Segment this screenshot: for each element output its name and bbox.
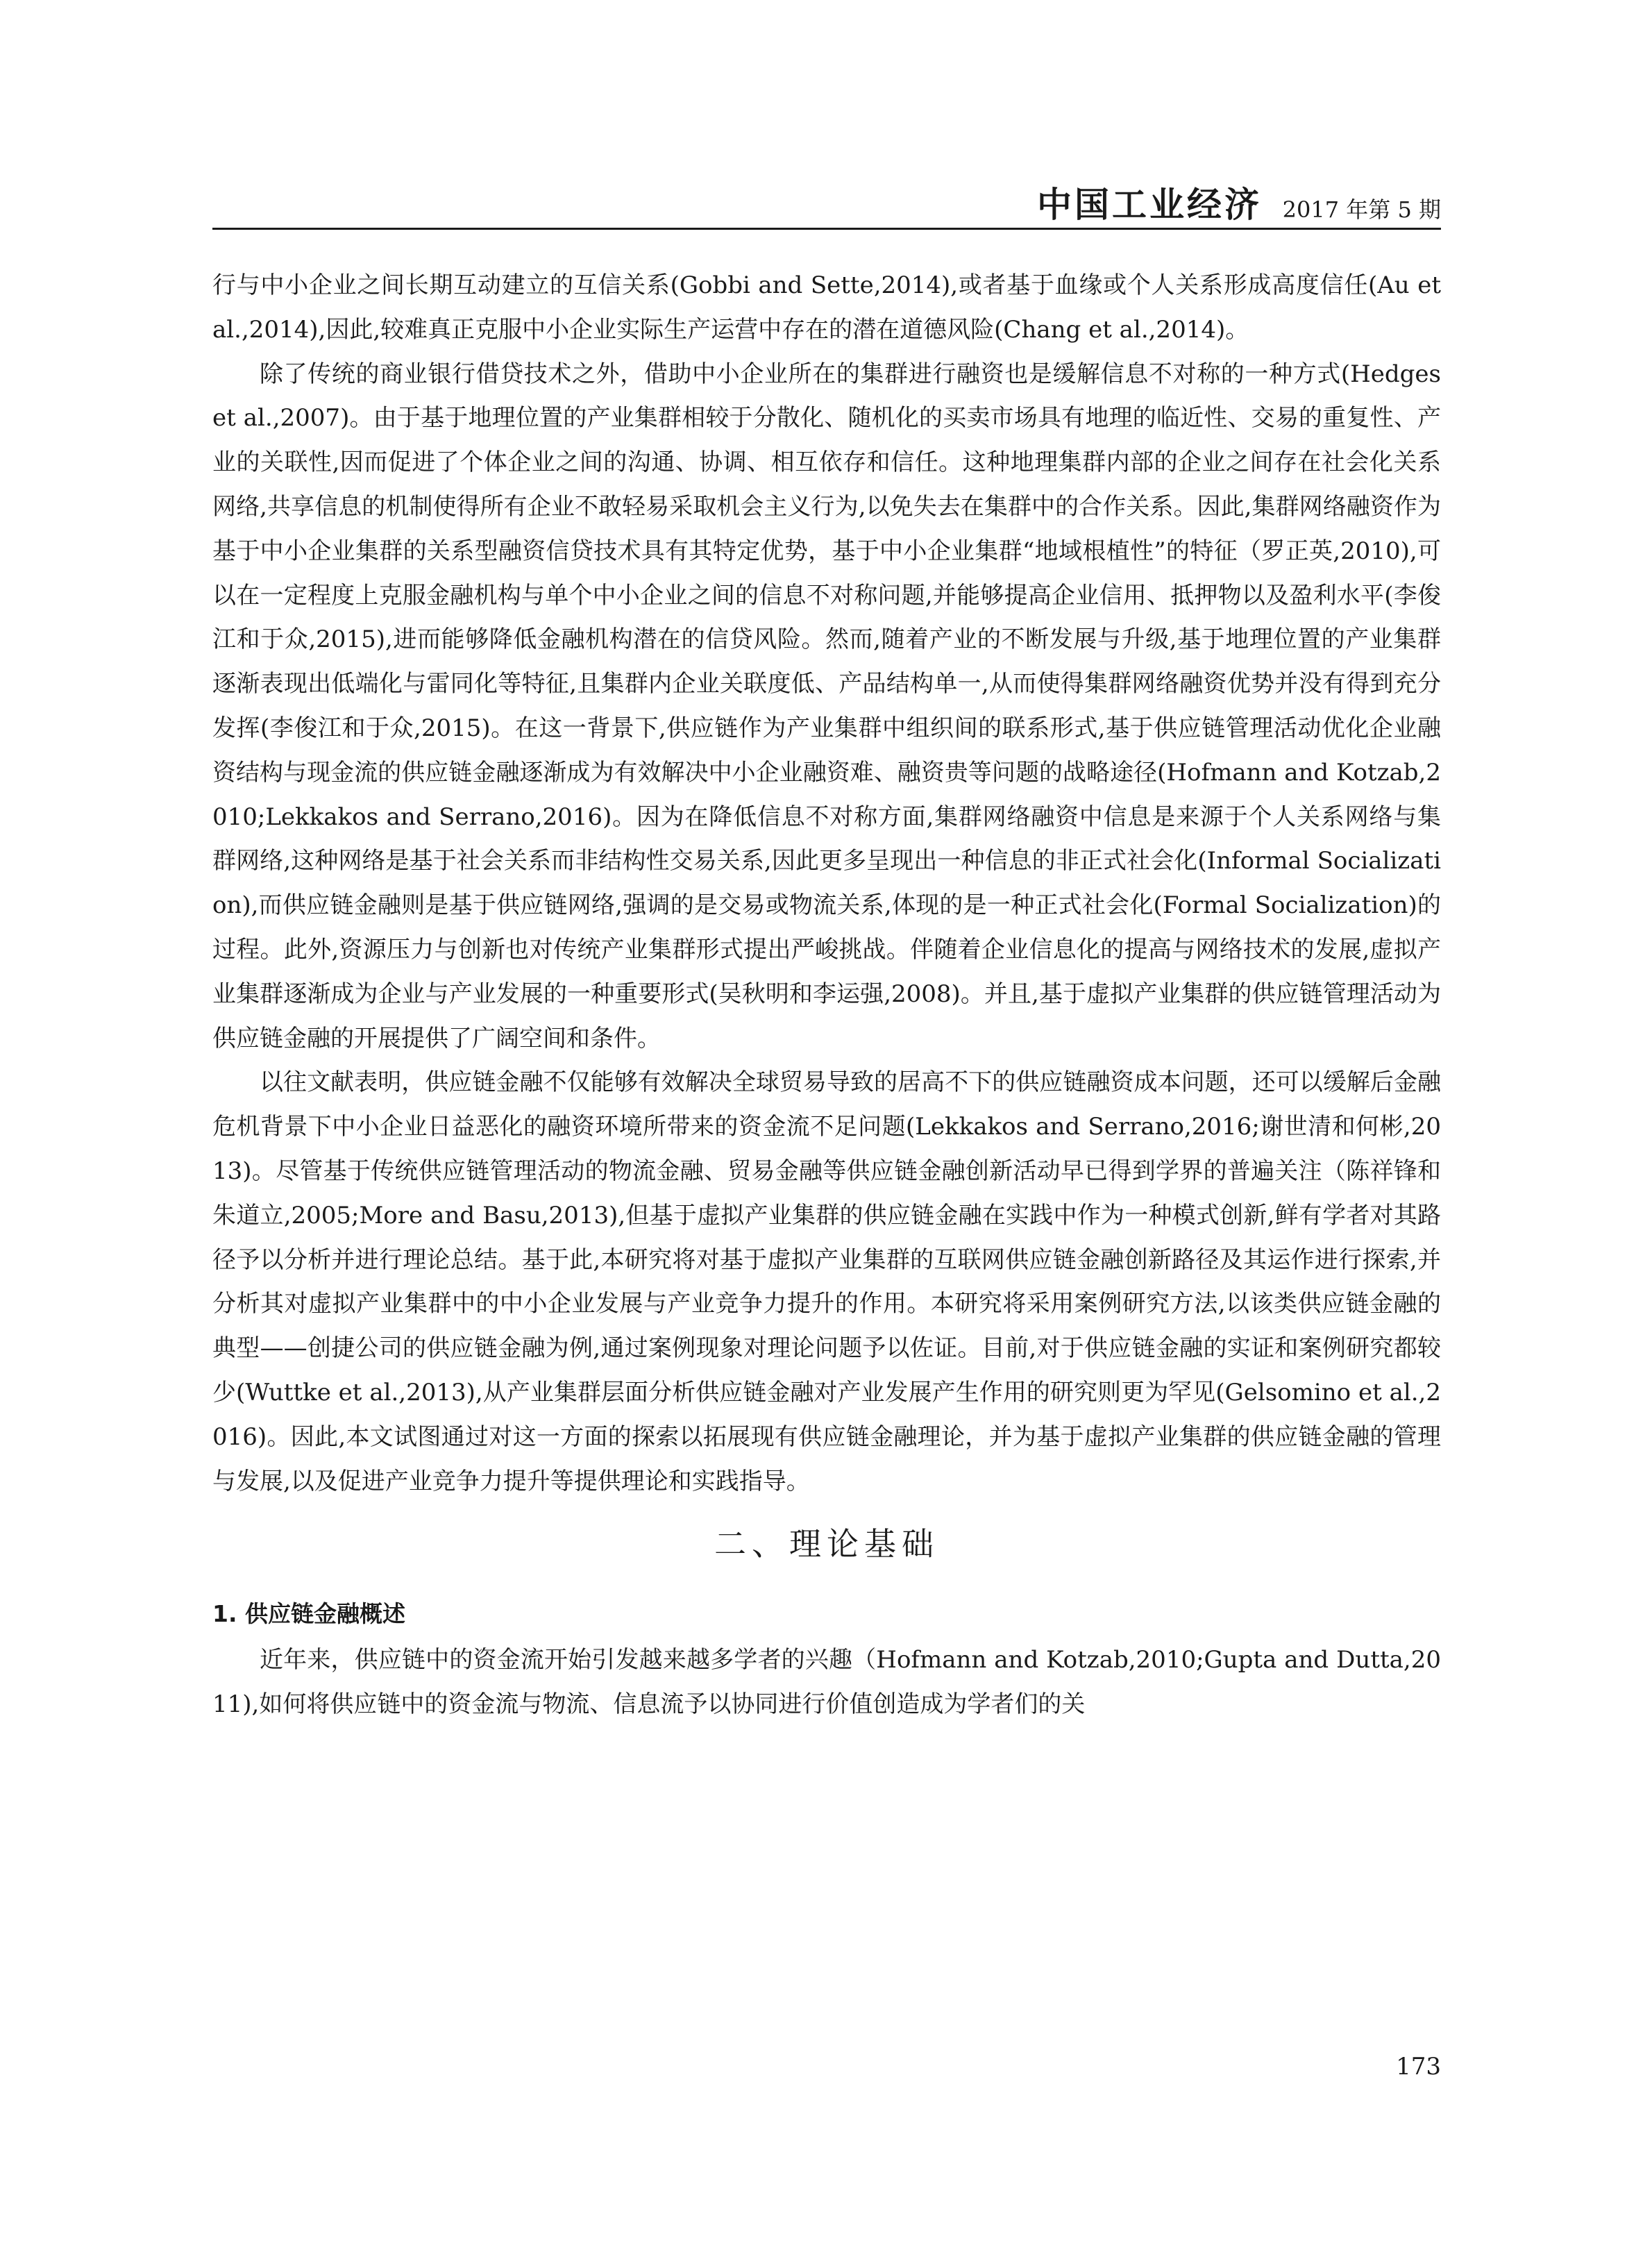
journal-name: 中国工业经济 bbox=[1037, 185, 1262, 225]
page-number: 173 bbox=[1396, 2053, 1441, 2081]
section-title: 二、理论基础 bbox=[714, 1525, 939, 1563]
issue-label: 2017 年第 5 期 bbox=[1282, 196, 1441, 223]
running-header bbox=[212, 182, 1441, 230]
body-paragraph: 近年来，供应链中的资金流开始引发越来越多学者的兴趣（Hofmann and Kotzab,2010;Gupta and Dutta,2011),如何将供应链中的资金流与物流、信息流予以协同进行价值创造成为学者们的关 bbox=[212, 1646, 1441, 1719]
body-paragraph: 以往文献表明，供应链金融不仅能够有效解决全球贸易导致的居高不下的供应链融资成本问题，还可以缓解后金融危机背景下中小企业日益恶化的融资环境所带来的资金流不足问题(Lekkakos and Serrano,2016;谢世清和何彬,2013)。尽管基于传统供应链管理活动的物流金融、贸易金融等供应链金融创新活动早已得到学界的普遍关注（陈祥锋和朱道立,2005;More and Basu,2013),但基于虚拟产业集群的供应链金融在实践中作为一种模式创新,鲜有学者对其路径予以分析并进行理论总结。基于此,本研究将对基于虚拟产业集群的互联网供应链金融创新路径及其运作进行探索,并分析其对虚拟产业集群中的中小企业发展与产业竞争力提升的作用。本研究将采用案例研究方法,以该类供应链金融的典型——创捷公司的供应链金融为例,通过案例现象对理论问题予以佐证。目前,对于供应链金融的实证和案例研究都较少(Wuttke et al.,2013),从产业集群层面分析供应链金融对产业发展产生作用的研究则更为罕见(Gelsomino et al.,2016)。因此,本文试图通过对这一方面的探索以拓展现有供应链金融理论，并为基于虚拟产业集群的供应链金融的管理与发展,以及促进产业竞争力提升等提供理论和实践指导。 bbox=[212, 1068, 1441, 1495]
body-paragraph: 除了传统的商业银行借贷技术之外，借助中小企业所在的集群进行融资也是缓解信息不对称的一种方式(Hedges et al.,2007)。由于基于地理位置的产业集群相较于分散化、随机化的买卖市场具有地理的临近性、交易的重复性、产业的关联性,因而促进了个体企业之间的沟通、协调、相互依存和信任。这种地理集群内部的企业之间存在社会化关系网络,共享信息的机制使得所有企业不敢轻易采取机会主义行为,以免失去在集群中的合作关系。因此,集群网络融资作为基于中小企业集群的关系型融资信贷技术具有其特定优势，基于中小企业集群“地域根植性”的特征（罗正英,2010),可以在一定程度上克服金融机构与单个中小企业之间的信息不对称问题,并能够提高企业信用、抵押物以及盈利水平(李俊江和于众,2015),进而能够降低金融机构潜在的信贷风险。然而,随着产业的不断发展与升级,基于地理位置的产业集群逐渐表现出低端化与雷同化等特征,且集群内企业关联度低、产品结构单一,从而使得集群网络融资优势并没有得到充分发挥(李俊江和于众,2015)。在这一背景下,供应链作为产业集群中组织间的联系形式,基于供应链管理活动优化企业融资结构与现金流的供应链金融逐渐成为有效解决中小企业融资难、融资贵等问题的战略途径(Hofmann and Kotzab,2010;Lekkakos and Serrano,2016)。因为在降低信息不对称方面,集群网络融资中信息是来源于个人关系网络与集群网络,这种网络是基于社会关系而非结构性交易关系,因此更多呈现出一种信息的非正式社会化(Informal Socialization),而供应链金融则是基于供应链网络,强调的是交易或物流关系,体现的是一种正式社会化(Formal Socialization)的过程。此外,资源压力与创新也对传统产业集群形式提出严峻挑战。伴随着企业信息化的提高与网络技术的发展,虚拟产业集群逐渐成为企业与产业发展的一种重要形式(吴秋明和李运强,2008)。并且,基于虚拟产业集群的供应链管理活动为供应链金融的开展提供了广阔空间和条件。 bbox=[212, 360, 1441, 1052]
subsection-title: 1. 供应链金融概述 bbox=[212, 1600, 405, 1628]
body-paragraph-continued: 行与中小企业之间长期互动建立的互信关系(Gobbi and Sette,2014),或者基于血缘或个人关系形成高度信任(Au et al.,2014),因此,较难真正克服中小企业实际生产运营中存在的潜在道德风险(Chang et al.,2014)。 bbox=[212, 271, 1441, 344]
article-body bbox=[212, 264, 1441, 1727]
